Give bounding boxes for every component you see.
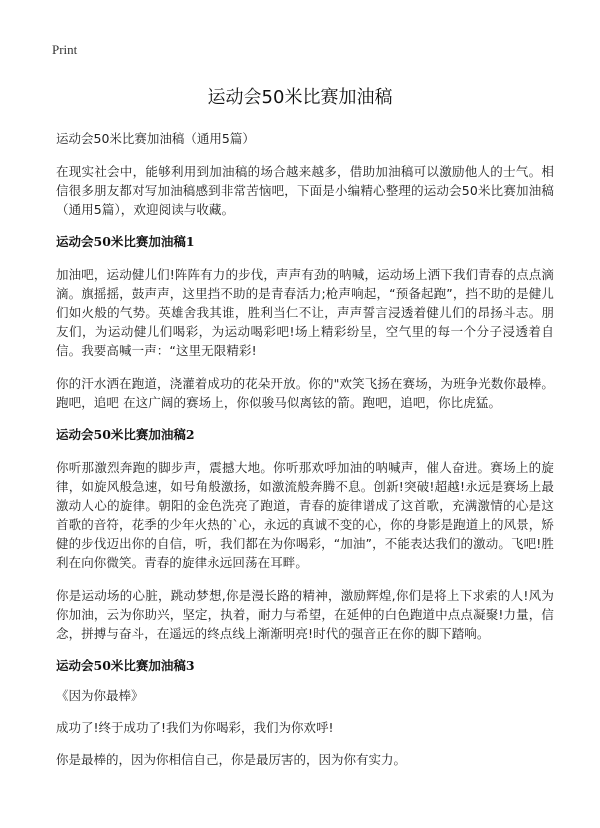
section-heading-2: 运动会50米比赛加油稿2: [56, 427, 195, 442]
page-title: 运动会50米比赛加油稿: [207, 87, 393, 108]
document-subtitle: 运动会50米比赛加油稿（通用5篇）: [56, 131, 255, 146]
section-3-paragraph-1: 成功了!终于成功了!我们为你喝彩，我们为你欢呼!: [56, 720, 334, 735]
section-heading-3: 运动会50米比赛加油稿3: [56, 658, 195, 673]
print-link[interactable]: Print: [52, 42, 78, 57]
section-1-paragraph-2: 你的汗水洒在跑道，浇灌着成功的花朵开放。你的"欢笑飞扬在赛场，为班争光数你最棒。跑吧，追吧 在这广阔的赛场上，你似骏马似离铉的箭。跑吧，追吧，你比虎猛。: [56, 376, 554, 410]
section-2-paragraph-1: 你听那激烈奔跑的脚步声，震撼大地。你听那欢呼加油的呐喊声，催人奋进。赛场上的旋律，如旋风般急速，如号角般激扬，如激流般奔腾不息。创新!突破!超越!永远是赛场上最激动人心的旋律。朝阳的金色洗亮了跑道，青春的旋律谱成了这首歌，充满激情的心是这首歌的音符，花季的少年火热的`心，永远的真诚不变的心，你的身影是跑道上的风景，矫健的步伐迈出你的自信，听，我们都在为你喝彩，“加油”，不能表达我们的激动。飞吧!胜利在向你微笑。青春的旋律永远回荡在耳畔。: [56, 460, 554, 570]
intro-paragraph: 在现实社会中，能够利用到加油稿的场合越来越多，借助加油稿可以激励他人的士气。相信很多朋友都对写加油稿感到非常苦恼吧，下面是小编精心整理的运动会50米比赛加油稿（通用5篇），欢迎阅读与收藏。: [56, 164, 554, 217]
section-heading-1: 运动会50米比赛加油稿1: [56, 234, 195, 249]
section-2-paragraph-2: 你是运动场的心脏，跳动梦想,你是漫长路的精神，激励辉煌,你们是将上下求索的人!风为你加油，云为你助兴，坚定，执着，耐力与希望，在延伸的白色跑道中点点凝聚!力量，信念，拼搏与奋斗，在遥远的终点线上渐渐明亮!时代的强音正在你的脚下踏响。: [56, 588, 554, 641]
section-3-paragraph-2: 你是最棒的，因为你相信自己，你是最厉害的，因为你有实力。: [56, 752, 407, 767]
section-3-poem-title: 《因为你最棒》: [56, 688, 144, 703]
section-1-paragraph-1: 加油吧，运动健儿们!阵阵有力的步伐，声声有劲的呐喊，运动场上洒下我们青春的点点滴滴。旗摇摇，鼓声声，这里挡不助的是青春活力;枪声响起，“预备起跑”，挡不助的是健儿们如火般的气势。英雄舍我其谁，胜利当仁不让，声声誓言浸透着健儿们的昂扬斗志。朋友们，为运动健儿们喝彩，为运动喝彩吧!场上精彩纷呈，空气里的每一个分子浸透着自信。我要高喊一声：“这里无限精彩!: [56, 267, 554, 358]
